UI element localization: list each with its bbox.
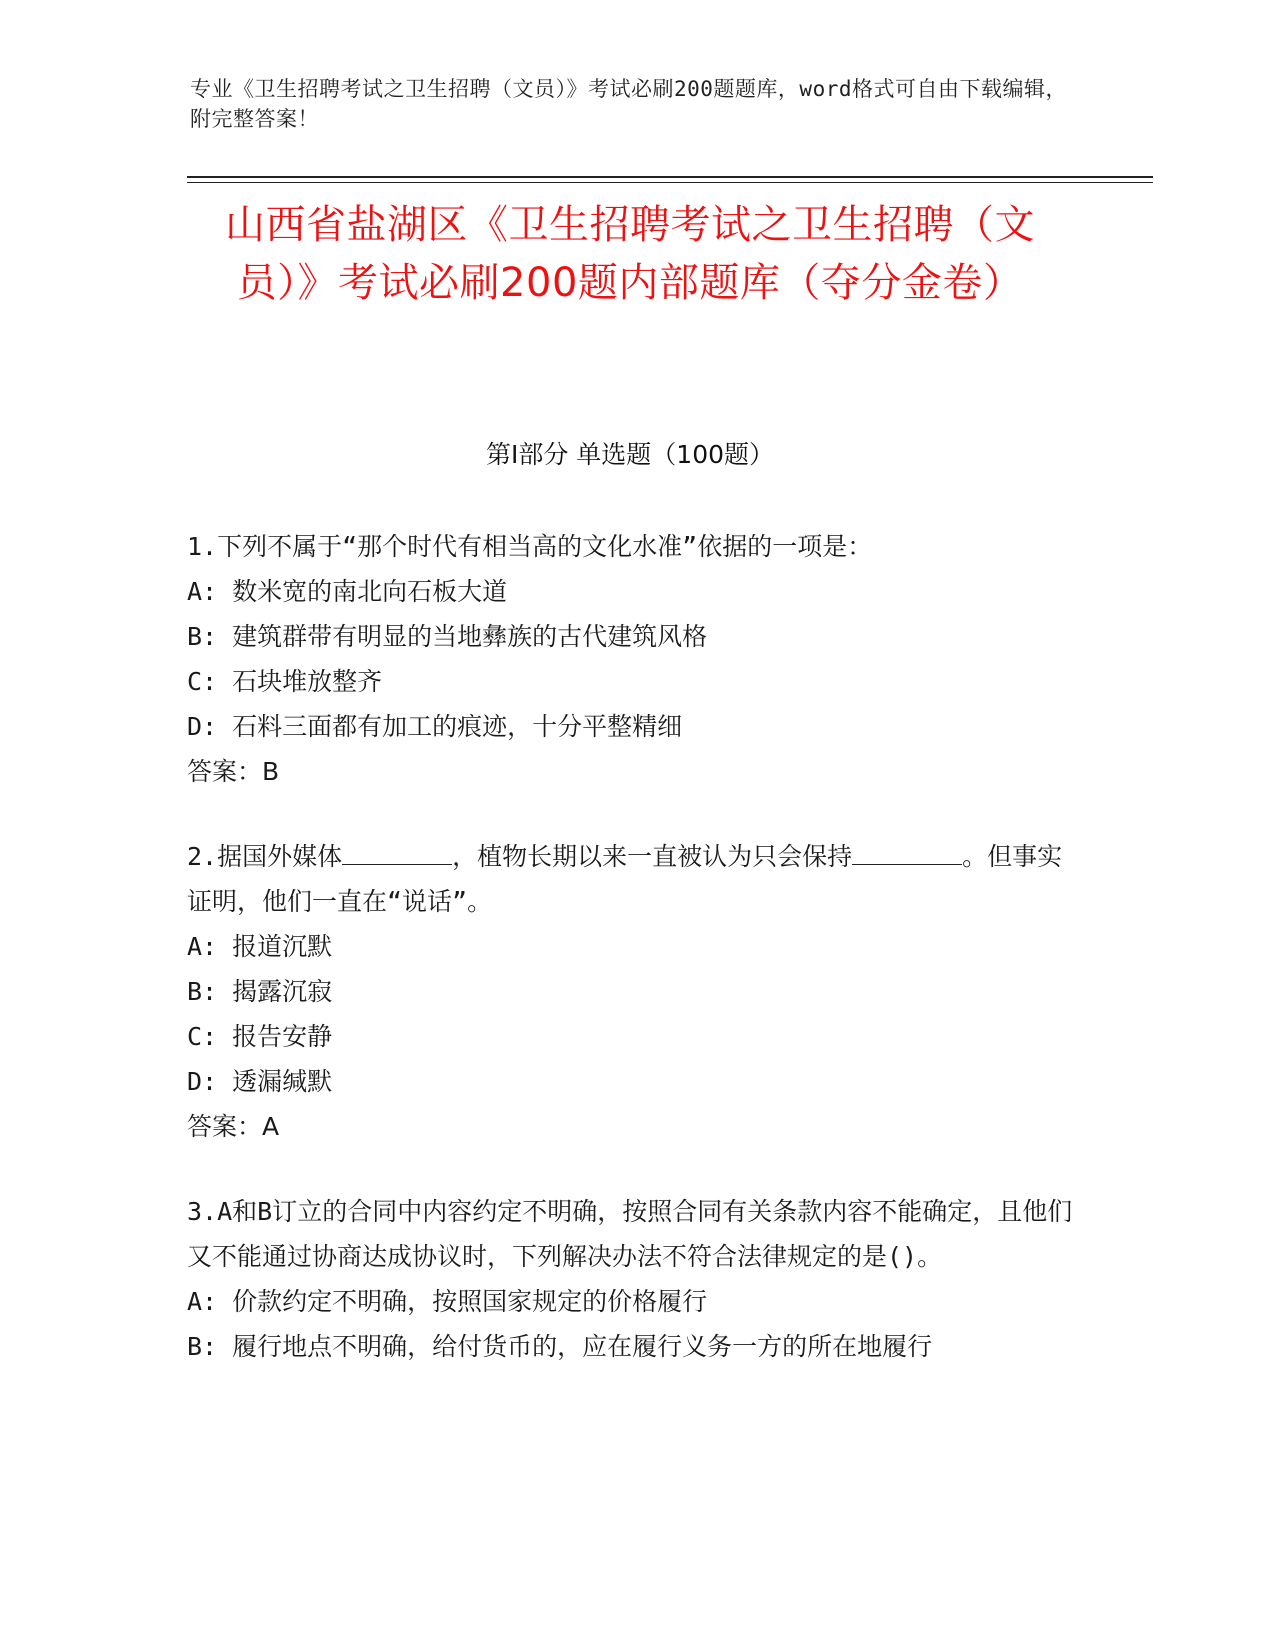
- question-list: [187, 524, 1087, 1409]
- option-b: B: 揭露沉寂: [187, 977, 333, 1006]
- header-note: 专业《卫生招聘考试之卫生招聘（文员）》考试必刷200题题库，word格式可自由下载编辑，附完整答案！: [190, 77, 1067, 131]
- header-rule-thick: [187, 176, 1153, 178]
- question-1: [187, 524, 1087, 794]
- question-stem: [187, 524, 1087, 569]
- question-2: [187, 834, 1087, 1149]
- option-a: A: 报道沉默: [187, 932, 333, 961]
- header-rule-thin: [187, 182, 1153, 183]
- question-3: [187, 1189, 1087, 1369]
- option-d: D: 石料三面都有加工的痕迹，十分平整精细: [187, 712, 683, 741]
- question-stem-text: 3.A和B订立的合同中内容约定不明确，按照合同有关条款内容不能确定，且他们又不能通过协商达成协议时，下列解决办法不符合法律规定的是()。: [187, 1197, 1073, 1271]
- answer-line: 答案：A: [187, 1112, 280, 1141]
- question-stem-text: ，植物长期以来一直被认为只会保持: [452, 842, 853, 871]
- option-c: C: 石块堆放整齐: [187, 667, 383, 696]
- question-stem-text: 2.据国外媒体: [187, 842, 343, 871]
- option-a: A: 价款约定不明确，按照国家规定的价格履行: [187, 1287, 708, 1316]
- option-c: C: 报告安静: [187, 1022, 333, 1051]
- question-stem-text: 1.下列不属于“那个时代有相当高的文化水准”依据的一项是：: [187, 532, 873, 561]
- option-a: A: 数米宽的南北向石板大道: [187, 577, 508, 606]
- option-d: D: 透漏缄默: [187, 1067, 333, 1096]
- option-b: B: 履行地点不明确，给付货币的，应在履行义务一方的所在地履行: [187, 1332, 933, 1361]
- fill-blank: [852, 838, 962, 865]
- question-stem: [187, 1189, 1087, 1279]
- question-stem-text: 。但事实证明，他们一直在“说话”。: [187, 842, 1063, 916]
- section-title: 第I部分 单选题（100题）: [485, 440, 775, 469]
- question-stem: [187, 834, 1087, 924]
- option-b: B: 建筑群带有明显的当地彝族的古代建筑风格: [187, 622, 708, 651]
- document-title: 山西省盐湖区《卫生招聘考试之卫生招聘（文员）》考试必刷200题内部题库（夺分金卷）: [225, 202, 1035, 306]
- fill-blank: [342, 838, 452, 865]
- answer-line: 答案：B: [187, 757, 280, 786]
